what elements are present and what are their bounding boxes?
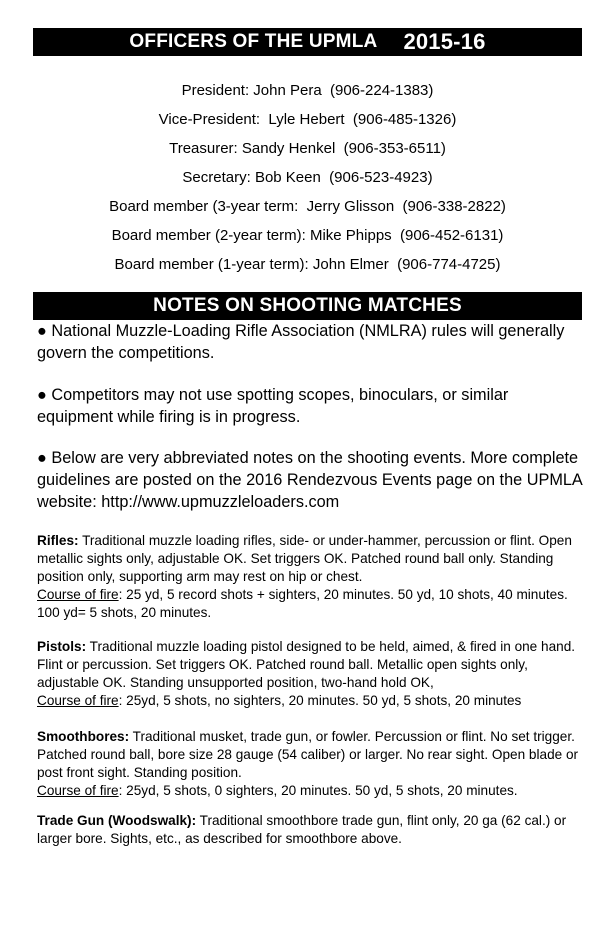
officer-secretary: Secretary: Bob Keen (906-523-4923)	[182, 169, 433, 186]
event-pistols	[37, 638, 585, 710]
officers-title: OFFICERS OF THE UPMLA	[129, 31, 378, 52]
officer-president: President: John Pera (906-224-1383)	[181, 82, 434, 99]
notes-header	[33, 292, 582, 320]
event-smoothbores	[37, 728, 585, 800]
course-of-fire-text: : 25yd, 5 shots, 0 sighters, 20 minutes. 50 yd, 5 shots, 20 minutes.	[118, 783, 518, 798]
officer-board-3yr: Board member (3-year term: Jerry Glisson (906-338-2822)	[109, 198, 506, 215]
course-of-fire-text: : 25 yd, 5 record shots + sighters, 20 minutes. 50 yd, 10 shots, 40 minutes. 100 yd= 5 shots, 20 minutes.	[37, 587, 568, 620]
officers-list	[33, 76, 582, 279]
course-of-fire-text: : 25yd, 5 shots, no sighters, 20 minutes. 50 yd, 5 shots, 20 minutes	[118, 693, 522, 708]
course-of-fire-label: Course of fire	[37, 783, 119, 798]
note-nmlra-rules: ● National Muzzle-Loading Rifle Association (NMLRA) rules will generally govern the competitions.	[37, 322, 565, 362]
officer-vice-president: Vice-President: Lyle Hebert (906-485-1326)	[158, 111, 457, 128]
event-title: Rifles:	[37, 533, 79, 548]
officer-treasurer: Treasurer: Sandy Henkel (906-353-6511)	[169, 140, 446, 157]
event-title: Pistols:	[37, 639, 87, 654]
event-title: Smoothbores:	[37, 729, 130, 744]
note-website: ● Below are very abbreviated notes on the shooting events. More complete guidelines are posted on the 2016 Rendezvous Events page on the UPMLA website: http://www.upmuzzleloaders.com	[37, 449, 582, 511]
event-text: Traditional smoothbore trade gun, flint only, 20 ga (62 cal.) or larger bore. Sights, etc., as described for smoothbore above.	[37, 813, 567, 846]
officers-header	[33, 28, 582, 56]
event-trade-gun	[37, 812, 585, 848]
officer-board-2yr: Board member (2-year term): Mike Phipps (906-452-6131)	[111, 227, 504, 244]
notes-title: NOTES ON SHOOTING MATCHES	[153, 295, 462, 316]
event-text: Traditional musket, trade gun, or fowler. Percussion or flint. No set trigger. Patched round ball, bore size 28 gauge (54 caliber) or larger. No rear sight. Open blade or post front sight. Standing position.	[37, 729, 579, 780]
event-text: Traditional muzzle loading pistol designed to be held, aimed, & fired in one hand. Flint or percussion. Set triggers OK. Patched round ball. Metallic open sights only, adjustable OK. Standing unsupported position, two-hand hold OK,	[37, 639, 576, 690]
course-of-fire-label: Course of fire	[37, 587, 119, 602]
course-of-fire-label: Course of fire	[37, 693, 119, 708]
event-rifles	[37, 532, 585, 622]
event-title: Trade Gun (Woodswalk):	[37, 813, 197, 828]
note-no-scopes: ● Competitors may not use spotting scopes, binoculars, or similar equipment while firing is in progress.	[37, 386, 509, 426]
officer-board-1yr: Board member (1-year term): John Elmer (906-774-4725)	[114, 256, 501, 273]
event-text: Traditional muzzle loading rifles, side- or under-hammer, percussion or flint. Open metallic sights only, adjustable OK. Set triggers OK. Patched round ball only. Standing position only, supporting arm may rest on hip or chest.	[37, 533, 572, 584]
officers-year: 2015-16	[403, 29, 486, 54]
